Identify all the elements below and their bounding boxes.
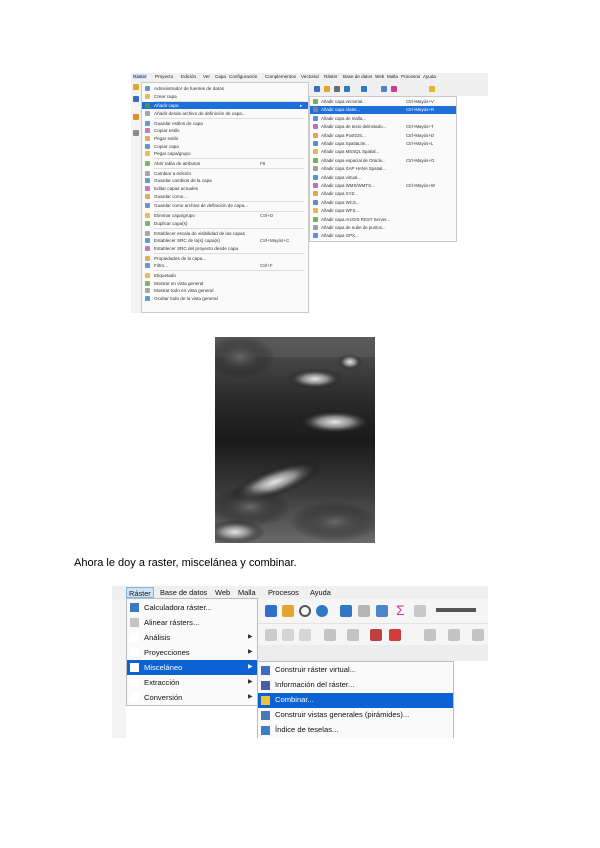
menu-item-icon: [145, 231, 150, 236]
clock-icon[interactable]: [299, 605, 311, 617]
raster-menu-label: Conversión: [144, 693, 183, 702]
chevron-right-icon: ▸: [300, 103, 303, 109]
add-layer-label: Añadir capa WMS/WMTS...: [321, 183, 375, 188]
menu-item-icon: [130, 603, 139, 612]
label-icon[interactable]: [472, 629, 484, 641]
sum-icon[interactable]: [391, 86, 397, 92]
raster-menu-item[interactable]: [127, 600, 257, 615]
menu-raster[interactable]: Ráster: [126, 587, 154, 598]
menu-item-label: Guardar cambios de la capa: [154, 178, 212, 184]
tip-icon[interactable]: [429, 86, 435, 92]
add-layer-shortcut: Ctrl+Mayús+W: [406, 183, 436, 188]
add-layer-shortcut: Ctrl+Mayús+D: [406, 132, 435, 138]
raster-info-icon: [261, 681, 270, 690]
add-layer-label: Añadir capa WFS...: [321, 208, 360, 214]
add-layer-shortcut: Ctrl+Mayús+L: [406, 141, 434, 146]
menu-item-label: Etiquetado: [154, 273, 176, 278]
layer-menu-item[interactable]: [142, 237, 308, 244]
layer-menu-item[interactable]: [142, 220, 308, 227]
gear-icon[interactable]: [376, 605, 388, 617]
label-icon[interactable]: [424, 629, 436, 641]
misc-submenu-item[interactable]: [258, 708, 453, 723]
toolbar-strip: [131, 82, 141, 313]
menu-item-icon: [130, 663, 139, 672]
menubar-item[interactable]: Capa: [215, 74, 226, 79]
ruler-icon[interactable]: [436, 608, 476, 612]
add-layer-label: Añadir capa ráster...: [321, 107, 361, 113]
menubar-item[interactable]: Ráster: [133, 74, 147, 79]
add-layer-label: Añadir capa ArcGIS REST Server...: [321, 216, 390, 222]
layer-menu-item[interactable]: [142, 177, 308, 184]
menu-item-label: Mostrar todo en vista general: [154, 288, 214, 294]
identify-icon[interactable]: [361, 86, 367, 92]
menu-item-icon: [145, 144, 150, 149]
add-layer-item[interactable]: [310, 190, 456, 198]
layer-menu-item[interactable]: [142, 280, 308, 287]
add-layer-item[interactable]: [310, 132, 456, 140]
misc-submenu-item[interactable]: [258, 723, 453, 738]
info-icon[interactable]: [133, 130, 139, 136]
menu-item-label: Guardar como archivo de definición de capa...: [154, 203, 248, 209]
chevron-right-icon: ▶: [248, 664, 253, 670]
menu-item-icon: [130, 618, 139, 627]
menu-item-label: Ocultar todo de la vista general: [154, 295, 218, 301]
layer-menu-item[interactable]: [142, 85, 308, 92]
tile-index-icon: [261, 726, 270, 735]
menu-item-icon: [145, 128, 150, 133]
menubar-item[interactable]: Configuración: [229, 74, 258, 79]
table-icon[interactable]: [358, 605, 370, 617]
menu-item-label: Duplicar capa(s): [154, 220, 188, 226]
layer-type-icon: [313, 107, 318, 112]
menu-item-icon: [145, 246, 150, 251]
layer-icon[interactable]: [324, 86, 330, 92]
add-layer-label: Añadir capa WCS...: [321, 199, 360, 205]
menu-item-icon: [145, 263, 150, 268]
menu-item-icon: [145, 213, 150, 218]
add-layer-shortcut: Ctrl+Mayús+O: [406, 157, 435, 163]
layer-menu-item[interactable]: [142, 245, 308, 252]
add-layer-item[interactable]: [310, 224, 456, 232]
menu-item-icon: [145, 273, 150, 278]
add-layer-label: Añadir capa GPX...: [321, 233, 359, 239]
menubar-item[interactable]: Ráster: [324, 74, 338, 79]
toolbar-primary: [252, 599, 488, 623]
layer-icon[interactable]: [282, 605, 294, 617]
misc-submenu-label: Combinar...: [275, 695, 314, 704]
layer-menu-item[interactable]: [142, 272, 308, 279]
virtual-raster-icon: [261, 666, 270, 675]
add-layer-shortcut: Ctrl+Mayús+R: [406, 107, 435, 113]
add-layer-label: Añadir capa espacial de Oracle...: [321, 157, 386, 163]
add-layer-label: Añadir capa vectorial...: [321, 99, 366, 104]
add-layer-shortcut: Ctrl+Mayús+V: [406, 99, 434, 104]
layer-menu-item[interactable]: [142, 262, 308, 269]
layer-menu-item[interactable]: [142, 120, 308, 127]
layer-type-icon: [313, 99, 318, 104]
menu-item-label: Administrador de fuentes de datos: [154, 86, 224, 91]
layer-icon[interactable]: [265, 629, 277, 641]
layer-menu-item[interactable]: [142, 295, 308, 302]
add-layer-item[interactable]: [310, 216, 456, 224]
toolbar-secondary: [252, 623, 488, 646]
layer-menu: [141, 82, 309, 313]
menu-item-label: Pegar estilo: [154, 136, 179, 141]
add-layer-item[interactable]: [310, 106, 456, 114]
raster-menu-item[interactable]: [127, 660, 257, 675]
raster-dem-image: [215, 337, 375, 543]
raster-dem-svg: [215, 337, 375, 543]
menubar-item[interactable]: Complementos: [265, 74, 296, 79]
add-layer-label: Añadir capa MSSQL Spatial...: [321, 149, 380, 155]
menu-item-label: Copiar estilo: [154, 128, 180, 134]
menu-item-icon: [145, 121, 150, 126]
menu-item-label: Establecer SRC de la(s) capa(s): [154, 238, 220, 244]
layer-type-icon: [313, 225, 318, 230]
misc-submenu-item[interactable]: [258, 678, 453, 693]
add-layer-item[interactable]: [310, 140, 456, 148]
add-layer-label: Añadir capa SpatiaLite...: [321, 141, 369, 146]
menu-item-label: Establecer escala de visibilidad de las capas: [154, 230, 245, 236]
menu-item-icon: [145, 203, 150, 208]
raster-menu-label: Misceláneo: [144, 663, 183, 672]
menu-item-label: Crear capa: [154, 93, 177, 99]
layer-type-icon: [313, 175, 318, 180]
layer-menu-item[interactable]: [142, 255, 308, 262]
qgis-layer-menu-screenshot: [131, 73, 488, 313]
menu-web[interactable]: Web: [215, 588, 231, 597]
add-layer-item[interactable]: [310, 148, 456, 156]
menu-item-label: Filtro...: [154, 263, 169, 269]
layer-menu-item[interactable]: [142, 150, 308, 157]
menubar-item[interactable]: Ver: [203, 74, 210, 79]
menubar-item[interactable]: Malla: [387, 74, 398, 79]
undo-icon[interactable]: [282, 629, 294, 641]
menu-item-icon: [145, 288, 150, 293]
menu-item-shortcut: Ctrl+D: [260, 213, 274, 219]
menu-item-icon: [145, 296, 150, 301]
menubar-item[interactable]: Procesos: [401, 74, 421, 79]
menubar-item[interactable]: Web: [375, 74, 385, 79]
left-toolbar: [112, 599, 126, 738]
add-layer-item[interactable]: [310, 174, 456, 182]
add-layer-label: Añadir capa de nube de puntos...: [321, 225, 386, 230]
menu-item-icon: [145, 238, 150, 243]
layer-type-icon: [313, 158, 318, 163]
menu-item-label: Guardar como...: [154, 193, 188, 199]
menu-item-icon: [145, 194, 150, 199]
label-icon[interactable]: [347, 629, 359, 641]
add-layer-item[interactable]: [310, 182, 456, 190]
misc-submenu-item[interactable]: [258, 663, 453, 678]
menu-item-icon: [145, 151, 150, 156]
add-layer-label: Añadir capa de malla...: [321, 115, 366, 121]
misc-submenu-label: Información del ráster...: [275, 680, 355, 689]
menu-item-icon: [145, 186, 150, 191]
layer-type-icon: [313, 217, 318, 222]
menu-item-label: Abrir tabla de atributos: [154, 161, 201, 166]
identify-icon[interactable]: [340, 605, 352, 617]
add-layer-item[interactable]: [310, 98, 456, 106]
label-icon[interactable]: [324, 629, 336, 641]
raster-menu-label: Proyecciones: [144, 648, 190, 657]
layer-menu-item[interactable]: [142, 170, 308, 177]
layer-type-icon: [313, 116, 318, 121]
menu-item-label: Añadir desde archivo de definición de capa...: [154, 111, 246, 116]
qgis-raster-menu-screenshot: [112, 586, 488, 738]
menu-item-label: Guardar estilos de capa: [154, 120, 203, 126]
menu-mesh[interactable]: Malla: [238, 588, 256, 597]
menubar-item[interactable]: Ayuda: [423, 74, 436, 79]
redo-icon[interactable]: [299, 629, 311, 641]
add-layer-item[interactable]: [310, 165, 456, 173]
layer-icon[interactable]: [314, 86, 320, 92]
layer-icon[interactable]: [133, 114, 139, 120]
layer-menu-item[interactable]: [142, 93, 308, 100]
layer-type-icon: [313, 233, 318, 238]
label-icon[interactable]: [389, 629, 401, 641]
menubar-item[interactable]: Vectorial: [301, 74, 319, 79]
menu-item-icon: [145, 281, 150, 286]
pyramids-icon: [261, 711, 270, 720]
menubar-item[interactable]: Proyecto: [155, 74, 174, 79]
layer-menu-item[interactable]: [142, 287, 308, 294]
add-layer-item[interactable]: [310, 232, 456, 240]
menu-item-label: Pegar capa/grupo: [154, 151, 191, 157]
menu-item-icon: [130, 633, 139, 642]
table-icon[interactable]: [414, 605, 426, 617]
menu-item-icon: [145, 136, 150, 141]
add-layer-item[interactable]: [310, 199, 456, 207]
menu-item-icon: [145, 171, 150, 176]
layer-menu-item[interactable]: [142, 110, 308, 117]
menu-item-icon: [145, 103, 150, 108]
menu-item-label: Cambiar a edición: [154, 170, 192, 176]
layer-type-icon: [313, 141, 318, 146]
menu-item-shortcut: Ctrl+Mayús+C: [260, 238, 290, 244]
raster-menu: [126, 598, 258, 706]
misc-submenu-label: Construir ráster virtual...: [275, 665, 357, 674]
menu-item-label: Añadir capa: [154, 103, 179, 109]
menubar-item[interactable]: Base de datos: [343, 74, 373, 79]
menu-item-icon: [145, 94, 150, 99]
label-icon[interactable]: [448, 629, 460, 641]
menu-item-icon: [145, 178, 150, 183]
menu-item-shortcut: F6: [260, 161, 266, 166]
add-layer-item[interactable]: [310, 157, 456, 165]
add-layer-label: Añadir capa PostGIS...: [321, 132, 366, 138]
raster-menu-label: Análisis: [144, 633, 171, 642]
menu-item-label: Copiar capa: [154, 143, 179, 149]
label-icon[interactable]: [370, 629, 382, 641]
pencil-icon[interactable]: [133, 96, 139, 102]
chevron-right-icon: ▶: [248, 634, 253, 640]
layer-menu-item[interactable]: [142, 135, 308, 142]
menu-item-icon: [130, 648, 139, 657]
menu-database[interactable]: Base de datos: [160, 588, 208, 597]
layer-type-icon: [313, 191, 318, 196]
raster-menu-item[interactable]: [127, 690, 257, 705]
menu-help[interactable]: Ayuda: [310, 588, 331, 597]
layer-type-icon: [313, 149, 318, 154]
layer-menu-item[interactable]: [142, 193, 308, 200]
menubar-item[interactable]: Edición: [181, 74, 197, 79]
add-layer-shortcut: Ctrl+Mayús+T: [406, 124, 434, 130]
menu-item-icon: [145, 221, 150, 226]
layer-menu-item[interactable]: [142, 102, 308, 109]
layer-menu-item[interactable]: [142, 212, 308, 219]
layer-menu-item[interactable]: [142, 160, 308, 167]
menu-item-icon: [145, 111, 150, 116]
menu-item-label: Propiedades de la capa...: [154, 255, 207, 261]
merge-icon: [261, 696, 270, 705]
sum-icon[interactable]: Σ: [396, 602, 405, 618]
chevron-right-icon: ▶: [248, 694, 253, 700]
add-layer-label: Añadir capa de texto delimitado...: [321, 124, 387, 130]
menu-item-label: Eliminar capa/grupo: [154, 213, 195, 219]
layer-menu-item[interactable]: [142, 143, 308, 150]
add-layer-label: Añadir capa virtual...: [321, 174, 362, 180]
menu-item-icon: [130, 693, 139, 702]
raster-menu-label: Extracción: [144, 678, 180, 687]
layer-menu-item[interactable]: [142, 185, 308, 192]
misc-submenu-label: Construir vistas generales (pirámides)...: [275, 710, 410, 719]
add-layer-item[interactable]: [310, 115, 456, 123]
menu-item-label: Mostrar en vista general: [154, 280, 204, 286]
layer-menu-item[interactable]: [142, 230, 308, 237]
raster-menu-item[interactable]: [127, 645, 257, 660]
misc-submenu-item[interactable]: [258, 693, 453, 708]
raster-menu-label: Calculadora ráster...: [144, 603, 212, 612]
add-layer-item[interactable]: [310, 123, 456, 131]
chevron-right-icon: ▶: [248, 649, 253, 655]
menu-item-icon: [130, 678, 139, 687]
misc-submenu-label: Índice de teselas...: [275, 725, 339, 734]
menu-item-icon: [145, 161, 150, 166]
layer-icon[interactable]: [265, 605, 277, 617]
chevron-right-icon: ▶: [248, 679, 253, 685]
add-layer-submenu: [309, 96, 457, 242]
refresh-icon[interactable]: [344, 86, 350, 92]
instruction-paragraph: Ahora le doy a raster, miscelánea y combinar.: [74, 557, 297, 569]
layer-type-icon: [313, 208, 318, 213]
refresh-icon[interactable]: [316, 605, 328, 617]
clock-icon[interactable]: [334, 86, 340, 92]
add-layer-label: Añadir capa SAP HANA Spatial...: [321, 166, 386, 172]
layer-type-icon: [313, 124, 318, 129]
add-layer-label: Añadir capa XYZ...: [321, 191, 358, 197]
menu-item-icon: [145, 86, 150, 91]
canvas-bar: [252, 645, 488, 661]
toolbar: [309, 82, 488, 96]
misc-submenu: [257, 661, 454, 738]
menu-item-label: Editar capas actuales: [154, 186, 198, 191]
raster-menu-label: Alinear rásters...: [144, 618, 200, 627]
layer-type-icon: [313, 133, 318, 138]
menu-item-shortcut: Ctrl+F: [260, 263, 273, 269]
gear-icon[interactable]: [381, 86, 387, 92]
layer-type-icon: [313, 183, 318, 188]
raster-menu-item[interactable]: [127, 615, 257, 630]
menu-item-icon: [145, 256, 150, 261]
menu-item-label: Establecer SRC del proyecto desde capa: [154, 245, 239, 251]
folder-icon[interactable]: [133, 84, 139, 90]
layer-menu-item[interactable]: [142, 202, 308, 209]
raster-menu-item[interactable]: [127, 630, 257, 645]
layer-menu-item[interactable]: [142, 127, 308, 134]
layer-type-icon: [313, 166, 318, 171]
raster-menu-item[interactable]: [127, 675, 257, 690]
add-layer-item[interactable]: [310, 207, 456, 215]
layer-type-icon: [313, 200, 318, 205]
menu-processing[interactable]: Procesos: [268, 588, 299, 597]
